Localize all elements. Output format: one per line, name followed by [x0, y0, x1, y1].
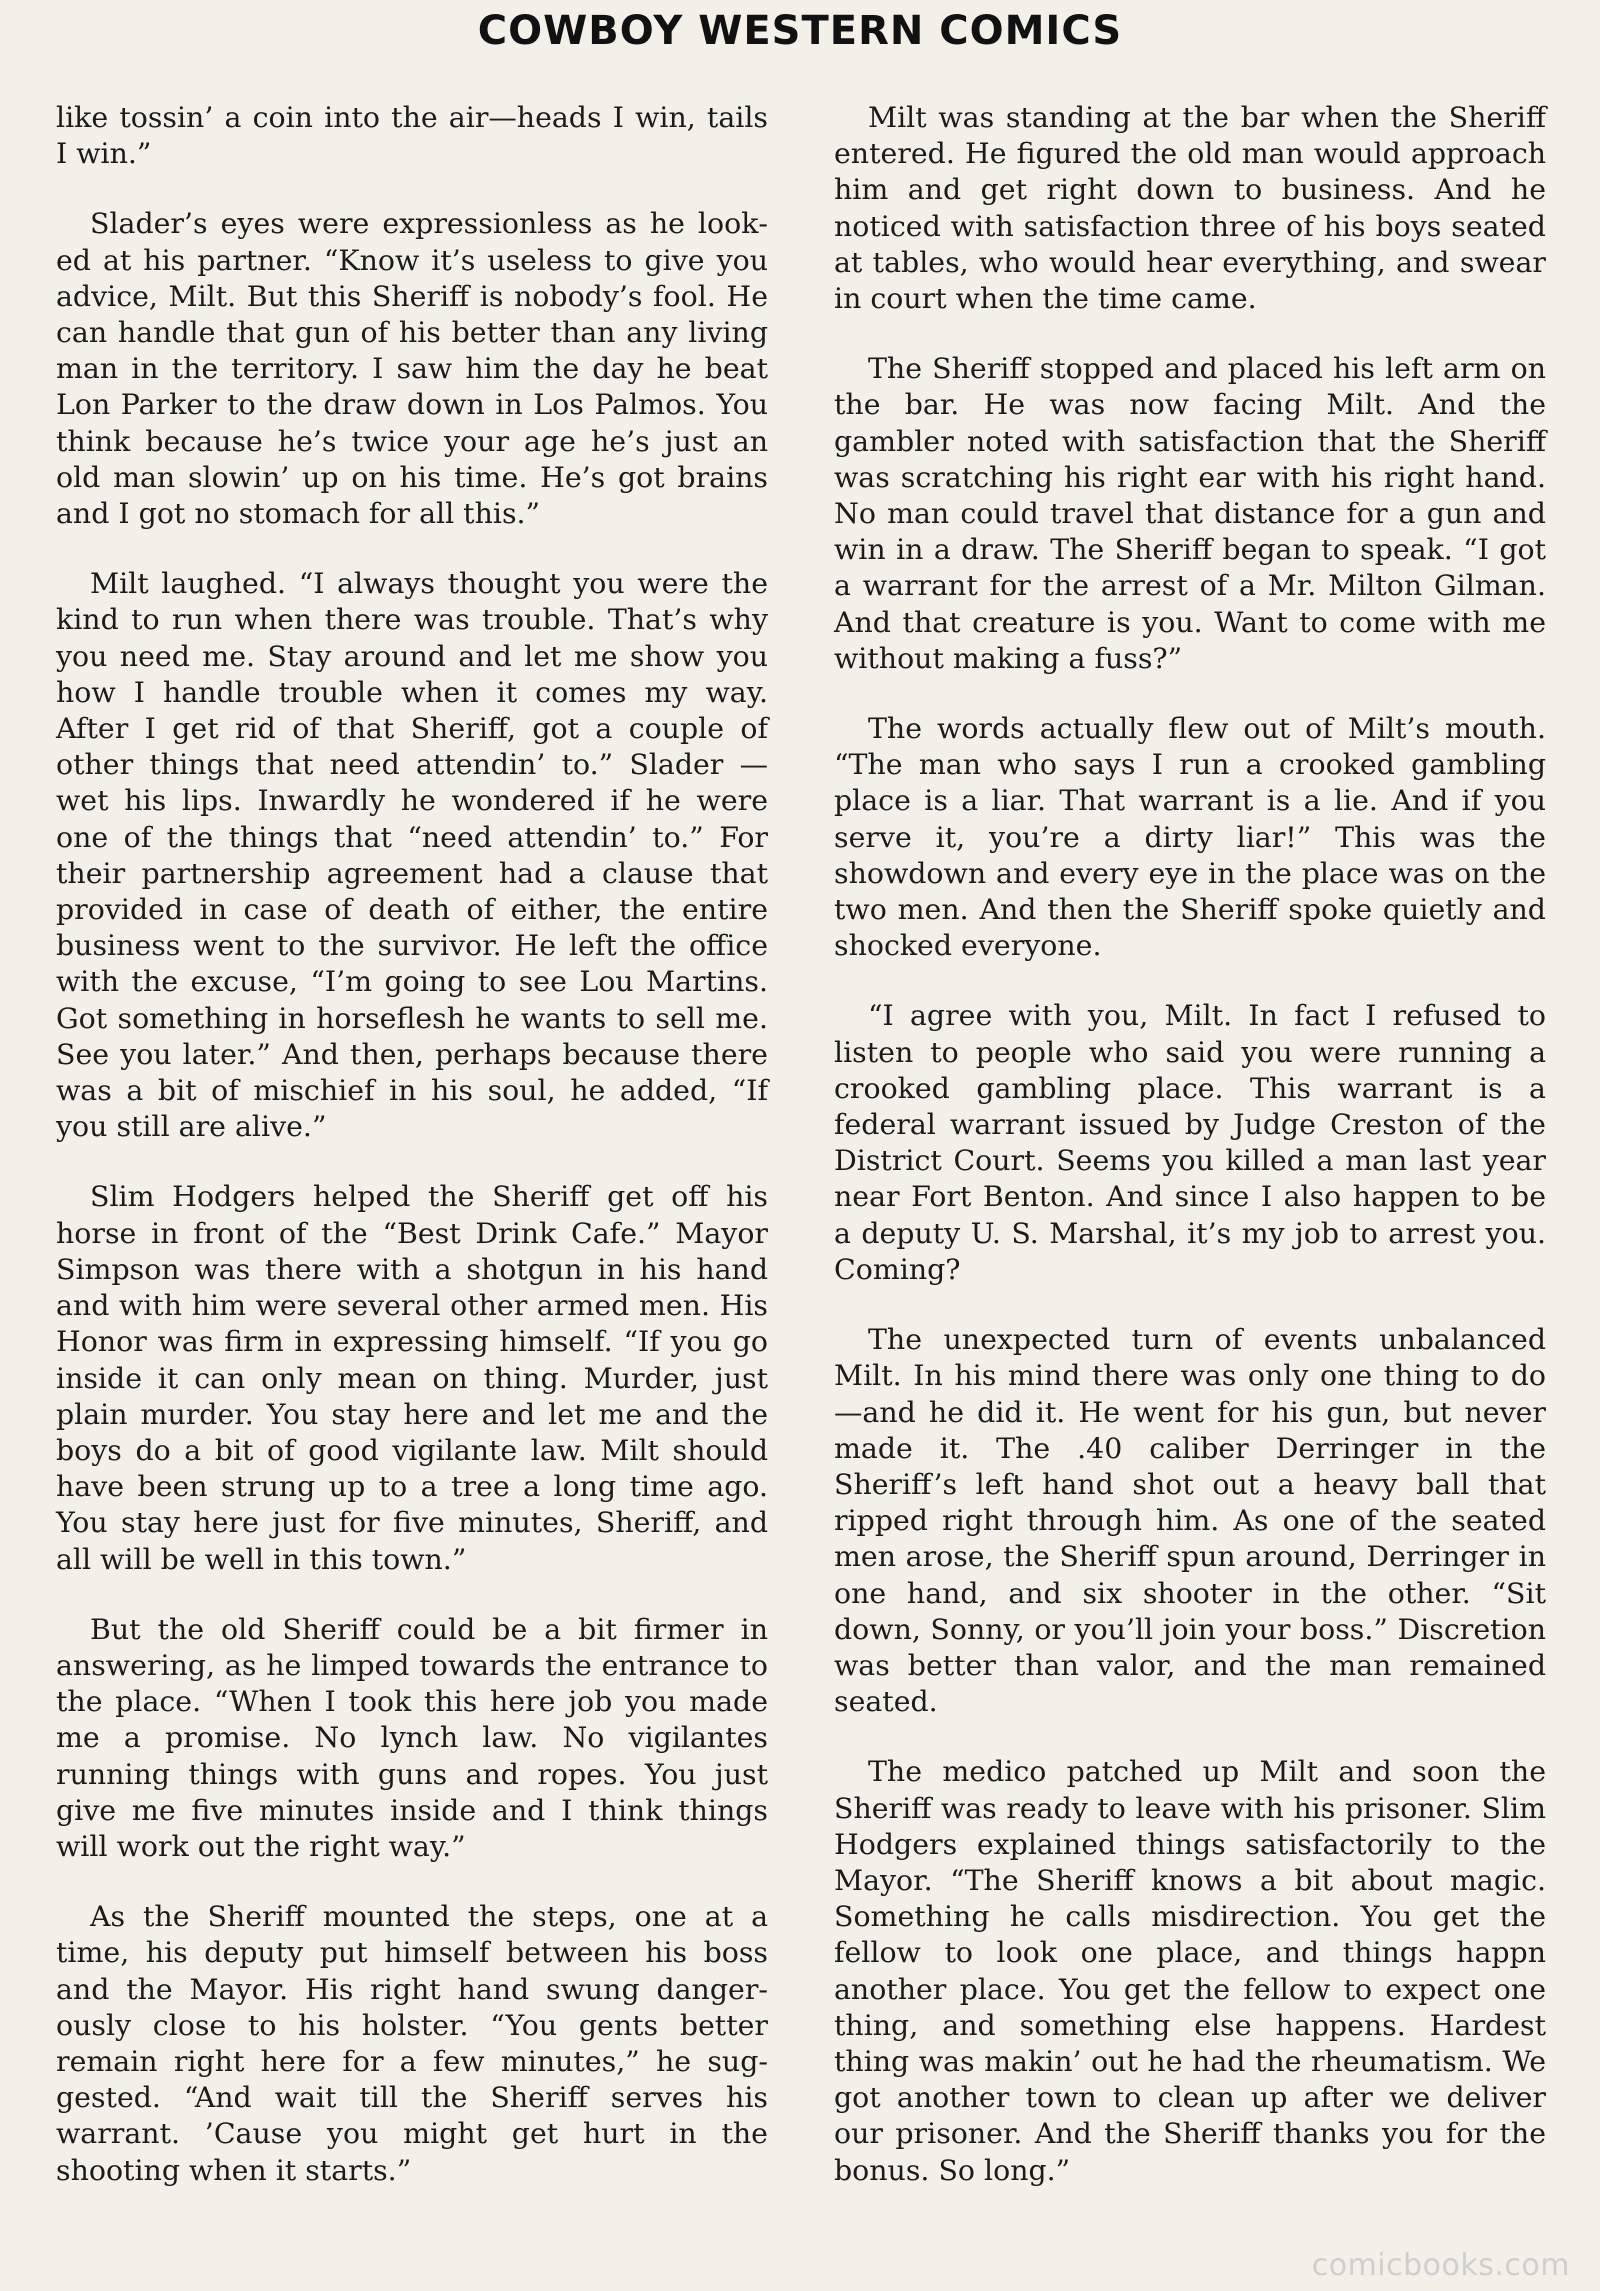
paragraph: The unexpected turn of events unbalanced Milt. In his mind there was only one thing to do—and he did it. He went for his gun, but never made it. The .40 caliber Derringer in the Sheriff’s left hand shot out a heavy ball that ripped right through him. As one of the seated men arose, the Sheriff spun around, Derringer in one hand, and six shooter in the other. “Sit down, Sonny, or you’ll join your boss.” Discretion was better than valor, and the man remained seated. [834, 1323, 1546, 1719]
paragraph: Milt was standing at the bar when the Sheriff entered. He figured the old man would approach him and get right down to business. And he noticed with satisfaction three of his boys seated at tables, who would hear everything, and swear in court when the time came. [834, 101, 1546, 316]
paragraph: As the Sheriff mounted the steps, one at a time, his deputy put himself between his boss and the Mayor. His right hand swung dangerously close to his holster. “You gents better remain right here for a few minutes,” he suggested. “And wait till the Sheriff serves his warrant. ’Cause you might get hurt in the shooting when it starts.” [56, 1900, 768, 2187]
paragraph: Milt laughed. “I always thought you were the kind to run when there was trouble. That’s why you need me. Stay around and let me show you how I handle trouble when it comes my way. After I get rid of that Sheriff, got a couple of other things that need attendin’ to.” Slader —wet his lips. Inwardly he wondered if he were one of the things that “need attendin’ to.” For their partnership agreement had a clause that provided in case of death of either, the entire business went to the survivor. He left the office with the excuse, “I’m going to see Lou Martins. Got something in horseflesh he wants to sell me. See you later.” And then, perhaps because there was a bit of mischief in his soul, he added, “If you still are alive.” [56, 567, 768, 1144]
paragraph: like tossin’ a coin into the air—heads I win, tails I win.” [56, 101, 768, 171]
site-watermark: comicbooks.com [1311, 2248, 1570, 2283]
paragraph: Slader’s eyes were expressionless as he looked at his partner. “Know it’s useless to give you advice, Milt. But this Sheriff is nobody’s fool. He can handle that gun of his better than any living man in the territory. I saw him the day he beat Lon Parker to the draw down in Los Palmos. You think because he’s twice your age he’s just an old man slowin’ up on his time. He’s got brains and I got no stomach for all this.” [56, 207, 768, 531]
left-text-column [56, 100, 768, 2189]
paragraph: Slim Hodgers helped the Sheriff get off his horse in front of the “Best Drink Cafe.” Mayor Simpson was there with a shotgun in his hand and with him were several other armed men. His Honor was firm in expressing himself. “If you go inside it can only mean on thing. Murder, just plain murder. You stay here and let me and the boys do a bit of good vigilante law. Milt should have been strung up to a tree a long time ago. You stay here just for five minutes, Sheriff, and all will be well in this town.” [56, 1180, 768, 1576]
paragraph: “I agree with you, Milt. In fact I refused to listen to people who said you were running a crooked gambling place. This warrant is a federal warrant issued by Judge Creston of the District Court. Seems you killed a man last year near Fort Benton. And since I also happen to be a deputy U. S. Marshal, it’s my job to arrest you. Coming? [834, 999, 1546, 1286]
paragraph: But the old Sheriff could be a bit firmer in answering, as he limped towards the entrance to the place. “When I took this here job you made me a promise. No lynch law. No vigilantes running things with guns and ropes. You just give me five minutes inside and I think things will work out the right way.” [56, 1612, 768, 1863]
paragraph: The Sheriff stopped and placed his left arm on the bar. He was now facing Milt. And the gambler noted with satisfaction that the Sheriff was scratching his right ear with his right hand. No man could travel that distance for a gun and win in a draw. The Sheriff began to speak. “I got a warrant for the arrest of a Mr. Milton Gilman. And that creature is you. Want to come with me without making a fuss?” [834, 352, 1546, 675]
page-header-title: COWBOY WESTERN COMICS [477, 8, 1123, 54]
right-text-column [834, 100, 1546, 2189]
paragraph: The words actually flew out of Milt’s mouth. “The man who says I run a crooked gambling place is a liar. That warrant is a lie. And if you serve it, you’re a dirty liar!” This was the showdown and every eye in the place was on the two men. And then the Sheriff spoke quietly and shocked everyone. [834, 712, 1546, 963]
paragraph: The medico patched up Milt and soon the Sheriff was ready to leave with his prisoner. Slim Hodgers explained things satisfactorily to the Mayor. “The Sheriff knows a bit about magic. Something he calls misdirection. You get the fellow to look one place, and things happn another place. You get the fellow to expect one thing, and something else happens. Hardest thing was makin’ out he had the rheumatism. We got another town to clean up after we deliver our prisoner. And the Sheriff thanks you for the bonus. So long.” [834, 1755, 1546, 2187]
